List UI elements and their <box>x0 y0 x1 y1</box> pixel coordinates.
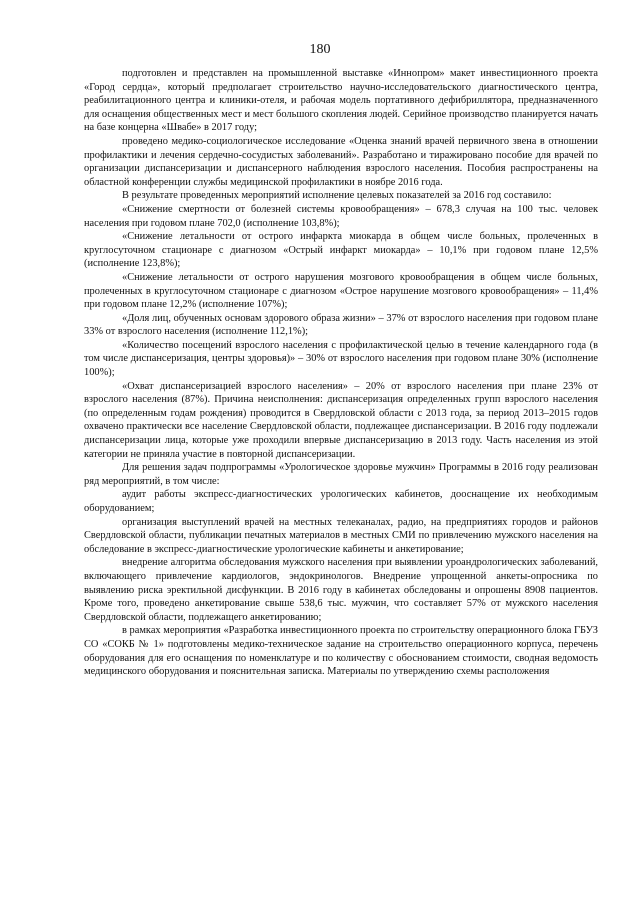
paragraph: организация выступлений врачей на местных телеканалах, радио, на предприятиях городов и районов Свердловской области, публикации печатных материалов в местных СМИ по привлечению мужского населения на обследование в экспресс-диагностические урологические кабинеты и анкетирование; <box>84 516 598 555</box>
paragraph: «Охват диспансеризацией взрослого населения» – 20% от взрослого населения при плане 23% от взрослого населения (87%). Причина неисполнения: диспансеризация определенных групп взрослого населения (по определенным годам рождения) проводится в Свердловской области с 2013 года, за период 2013–2015 годов охвачено практически все население Свердловской области, подлежащее диспансеризации. В 2016 году подлежали диспансеризации лица, которые уже проходили впервые диспансеризацию в 2013 году. Часть населения из этой категории не приняла участие в повторной диспансеризации. <box>84 380 598 460</box>
paragraph: внедрение алгоритма обследования мужского населения при выявлении уроандрологических заболеваний, включающего привлечение кардиологов, эндокринологов. Внедрение упрощенной анкеты-опросника по выявлению риска эректильной дисфункции. В 2016 году в кабинетах обследованы и опрошены 8908 пациентов. Кроме того, проведено анкетирование свыше 538,6 тыс. мужчин, что составляет 57% от мужского населения Свердловской области, подлежащего анкетированию; <box>84 557 598 623</box>
paragraph: «Количество посещений взрослого населения с профилактической целью в течение календарного года (в том числе диспансеризация, центры здоровья)» – 30% от взрослого населения при годовом плане 30% (исполнение 100%); <box>84 339 598 379</box>
paragraph: Для решения задач подпрограммы «Урологическое здоровье мужчин» Программы в 2016 году реализован ряд мероприятий, в том числе: <box>84 462 598 487</box>
paragraph: В результате проведенных мероприятий исполнение целевых показателей за 2016 год составило: <box>122 190 552 202</box>
paragraph: «Снижение летальности от острого инфаркта миокарда в общем числе больных, пролеченных в круглосуточном стационаре с диагнозом «Острый инфаркт миокарда» – 10,1% при годовом плане 12,5% (исполнение 123,8%); <box>84 231 598 270</box>
document-body <box>84 67 598 679</box>
paragraph: подготовлен и представлен на промышленной выставке «Иннопром» макет инвестиционного проекта «Город сердца», который предполагает строительство научно-исследовательского диагностического центра, реабилитационного центра и клиники-отеля, и рабочая модель портативного дефибриллятора, предназначенного для оснащения общественных мест и мест большого скопления людей. Серийное производство планируется начать на базе концерна «Швабе» в 2017 году; <box>84 68 598 134</box>
paragraph: «Снижение смертности от болезней системы кровообращения» – 678,3 случая на 100 тыс. человек населения при годовом плане 702,0 (исполнение 103,8%); <box>84 203 598 229</box>
page-number: 180 <box>309 42 331 57</box>
paragraph: «Доля лиц, обученных основам здорового образа жизни» – 37% от взрослого населения при годовом плане 33% от взрослого населения (исполнение 112,1%); <box>84 312 598 338</box>
paragraph: аудит работы экспресс-диагностических урологических кабинетов, дооснащение их необходимым оборудованием; <box>84 489 598 514</box>
paragraph: в рамках мероприятия «Разработка инвестиционного проекта по строительству операционного блока ГБУЗ СО «СОКБ № 1» подготовлены медико-техническое задание на строительство операционного корпуса, перечень оборудования для его оснащения по номенклатуре и по количеству с обоснованием стоимости, сводная ведомость медицинского оборудования и пояснительная записка. Материалы по утверждению схемы расположения <box>84 625 598 678</box>
paragraph: проведено медико-социологическое исследование «Оценка знаний врачей первичного звена в отношении профилактики и лечения сердечно-сосудистых заболеваний». Разработано и тиражировано пособие для врачей по организации диспансеризации и диспансерного наблюдения взрослого населения. Пособия распространены на областной конференции службы медицинской профилактики в ноябре 2016 года. <box>84 135 598 188</box>
paragraph: «Снижение летальности от острого нарушения мозгового кровообращения в общем числе больных, пролеченных в круглосуточном стационаре с диагнозом «Острое нарушение мозгового кровообращения» – 11,4% при годовом плане 12,2% (исполнение 107%); <box>84 271 598 311</box>
